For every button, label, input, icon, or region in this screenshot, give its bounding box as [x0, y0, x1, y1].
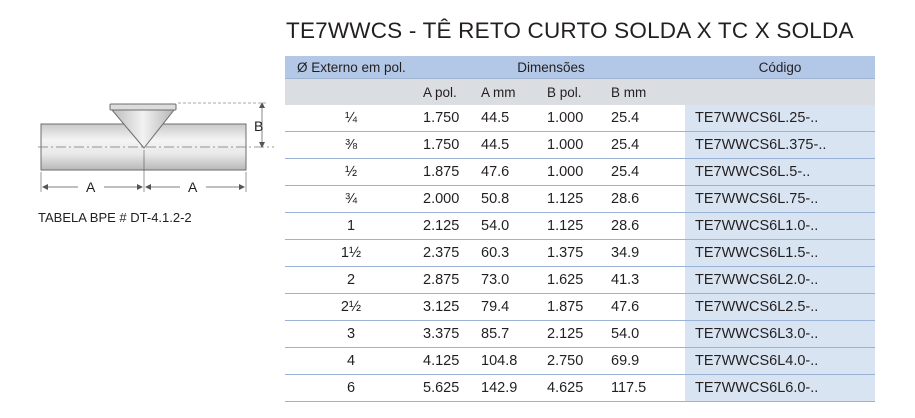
- cell-b-mm: 25.4: [605, 132, 685, 159]
- cell-a-mm: 85.7: [475, 321, 541, 348]
- cell-b-pol: 1.125: [541, 213, 605, 240]
- cell-a-pol: 3.125: [417, 294, 475, 321]
- cell-size: ⅜: [285, 132, 417, 159]
- cell-a-pol: 2.375: [417, 240, 475, 267]
- cell-b-pol: 1.000: [541, 159, 605, 186]
- subheader-b-mm: B mm: [605, 79, 685, 106]
- cell-a-pol: 2.125: [417, 213, 475, 240]
- cell-size: 1: [285, 213, 417, 240]
- header-code: Código: [685, 56, 875, 79]
- cell-size: 2: [285, 267, 417, 294]
- cell-a-pol: 3.375: [417, 321, 475, 348]
- cell-a-mm: 104.8: [475, 348, 541, 375]
- cell-a-mm: 44.5: [475, 132, 541, 159]
- cell-a-pol: 1.750: [417, 105, 475, 132]
- cell-b-mm: 41.3: [605, 267, 685, 294]
- cell-a-mm: 73.0: [475, 267, 541, 294]
- table-subheader-row: [285, 79, 875, 106]
- cell-code: TE7WWCS6L1.0-..: [685, 213, 875, 240]
- cell-a-pol: 2.000: [417, 186, 475, 213]
- cell-size: 4: [285, 348, 417, 375]
- cell-b-pol: 2.125: [541, 321, 605, 348]
- cell-code: TE7WWCS6L.375-..: [685, 132, 875, 159]
- label-a-right: A: [188, 179, 198, 195]
- cell-b-mm: 28.6: [605, 213, 685, 240]
- cell-b-pol: 1.125: [541, 186, 605, 213]
- cell-code: TE7WWCS6L1.5-..: [685, 240, 875, 267]
- table-row: [285, 105, 875, 132]
- cell-code: TE7WWCS6L2.0-..: [685, 267, 875, 294]
- cell-a-pol: 1.750: [417, 132, 475, 159]
- cell-code: TE7WWCS6L2.5-..: [685, 294, 875, 321]
- cell-b-mm: 54.0: [605, 321, 685, 348]
- cell-a-mm: 142.9: [475, 375, 541, 402]
- cell-a-mm: 44.5: [475, 105, 541, 132]
- page-title: TE7WWCS - TÊ RETO CURTO SOLDA X TC X SOLDA: [286, 18, 854, 43]
- drawing-caption: TABELA BPE # DT-4.1.2-2: [38, 210, 192, 225]
- cell-code: TE7WWCS6L4.0-..: [685, 348, 875, 375]
- table-row: [285, 240, 875, 267]
- cell-a-pol: 1.875: [417, 159, 475, 186]
- cell-code: TE7WWCS6L.25-..: [685, 105, 875, 132]
- table-row: [285, 213, 875, 240]
- table-row: [285, 348, 875, 375]
- spec-table: [285, 56, 875, 402]
- cell-a-mm: 50.8: [475, 186, 541, 213]
- cell-a-pol: 5.625: [417, 375, 475, 402]
- cell-size: 2½: [285, 294, 417, 321]
- cell-b-mm: 47.6: [605, 294, 685, 321]
- cell-a-pol: 2.875: [417, 267, 475, 294]
- cell-b-pol: 2.750: [541, 348, 605, 375]
- subheader-a-mm: A mm: [475, 79, 541, 106]
- cell-size: 1½: [285, 240, 417, 267]
- subheader-code-empty: [685, 79, 875, 106]
- cell-b-mm: 69.9: [605, 348, 685, 375]
- cell-b-mm: 28.6: [605, 186, 685, 213]
- tee-diagram: [38, 98, 278, 200]
- table-row: [285, 186, 875, 213]
- cell-b-mm: 25.4: [605, 159, 685, 186]
- cell-a-mm: 60.3: [475, 240, 541, 267]
- cell-b-pol: 4.625: [541, 375, 605, 402]
- table-header-row: [285, 56, 875, 79]
- cell-b-pol: 1.000: [541, 132, 605, 159]
- cell-a-mm: 79.4: [475, 294, 541, 321]
- cell-code: TE7WWCS6L3.0-..: [685, 321, 875, 348]
- cell-b-mm: 34.9: [605, 240, 685, 267]
- subheader-b-pol: B pol.: [541, 79, 605, 106]
- cell-b-pol: 1.000: [541, 105, 605, 132]
- ferrule-cap: [110, 104, 176, 110]
- table-row: [285, 267, 875, 294]
- cell-a-mm: 47.6: [475, 159, 541, 186]
- cell-size: 6: [285, 375, 417, 402]
- cell-size: ¼: [285, 105, 417, 132]
- cell-a-mm: 54.0: [475, 213, 541, 240]
- label-b: B: [254, 118, 264, 134]
- cell-size: ¾: [285, 186, 417, 213]
- table-row: [285, 294, 875, 321]
- header-dimensions: Dimensões: [417, 56, 685, 79]
- table-row: [285, 159, 875, 186]
- cell-a-pol: 4.125: [417, 348, 475, 375]
- cell-b-pol: 1.375: [541, 240, 605, 267]
- header-outer-diameter: Ø Externo em pol.: [285, 56, 417, 79]
- subheader-a-pol: A pol.: [417, 79, 475, 106]
- cell-b-mm: 117.5: [605, 375, 685, 402]
- cell-b-mm: 25.4: [605, 105, 685, 132]
- table-row: [285, 375, 875, 402]
- cell-b-pol: 1.625: [541, 267, 605, 294]
- cell-code: TE7WWCS6L.75-..: [685, 186, 875, 213]
- cell-size: 3: [285, 321, 417, 348]
- table-row: [285, 321, 875, 348]
- label-a-left: A: [86, 179, 96, 195]
- table-row: [285, 132, 875, 159]
- cell-size: ½: [285, 159, 417, 186]
- subheader-empty: [285, 79, 417, 106]
- cell-code: TE7WWCS6L.5-..: [685, 159, 875, 186]
- cell-b-pol: 1.875: [541, 294, 605, 321]
- cell-code: TE7WWCS6L6.0-..: [685, 375, 875, 402]
